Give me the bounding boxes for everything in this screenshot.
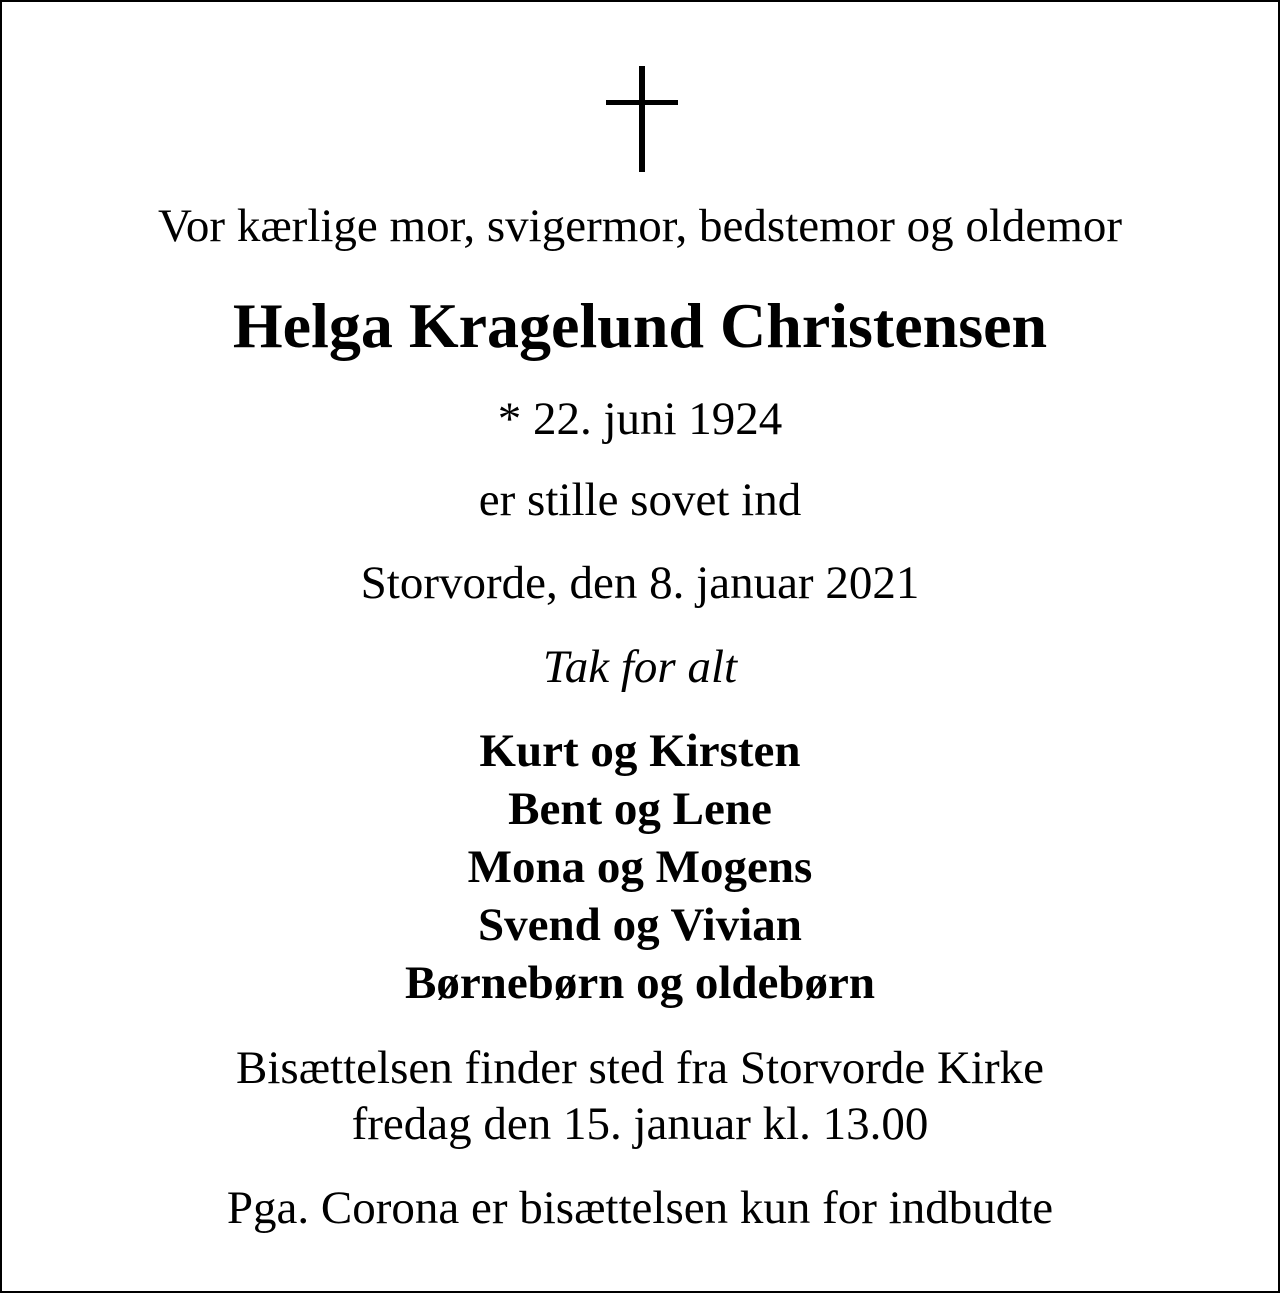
mourner-item: Bent og Lene — [508, 783, 772, 835]
mourner-item: Mona og Mogens — [467, 841, 813, 893]
mourners-list — [2, 722, 1278, 1012]
cross-horizontal-bar — [606, 100, 678, 105]
intro-text: Vor kærlige mor, svigermor, bedstemor og oldemor — [158, 200, 1122, 252]
funeral-info — [2, 1040, 1278, 1152]
passed-text: er stille sovet ind — [478, 474, 802, 526]
mourner-item: Svend og Vivian — [478, 899, 802, 951]
mourner-item: Kurt og Kirsten — [479, 725, 801, 777]
cross-vertical-bar — [639, 66, 645, 172]
deceased-name: Helga Kragelund Christensen — [232, 290, 1048, 361]
thanks-text: Tak for alt — [542, 641, 738, 693]
place-and-date: Storvorde, den 8. januar 2021 — [360, 557, 920, 609]
funeral-time: fredag den 15. januar kl. 13.00 — [351, 1098, 929, 1150]
attendance-notice: Pga. Corona er bisættelsen kun for indbudte — [226, 1182, 1054, 1234]
mourner-item: Børnebørn og oldebørn — [404, 957, 876, 1009]
latin-cross-icon — [606, 66, 678, 172]
birth-date: * 22. juni 1924 — [497, 393, 783, 445]
funeral-location: Bisættelsen finder sted fra Storvorde Kirke — [236, 1042, 1044, 1094]
